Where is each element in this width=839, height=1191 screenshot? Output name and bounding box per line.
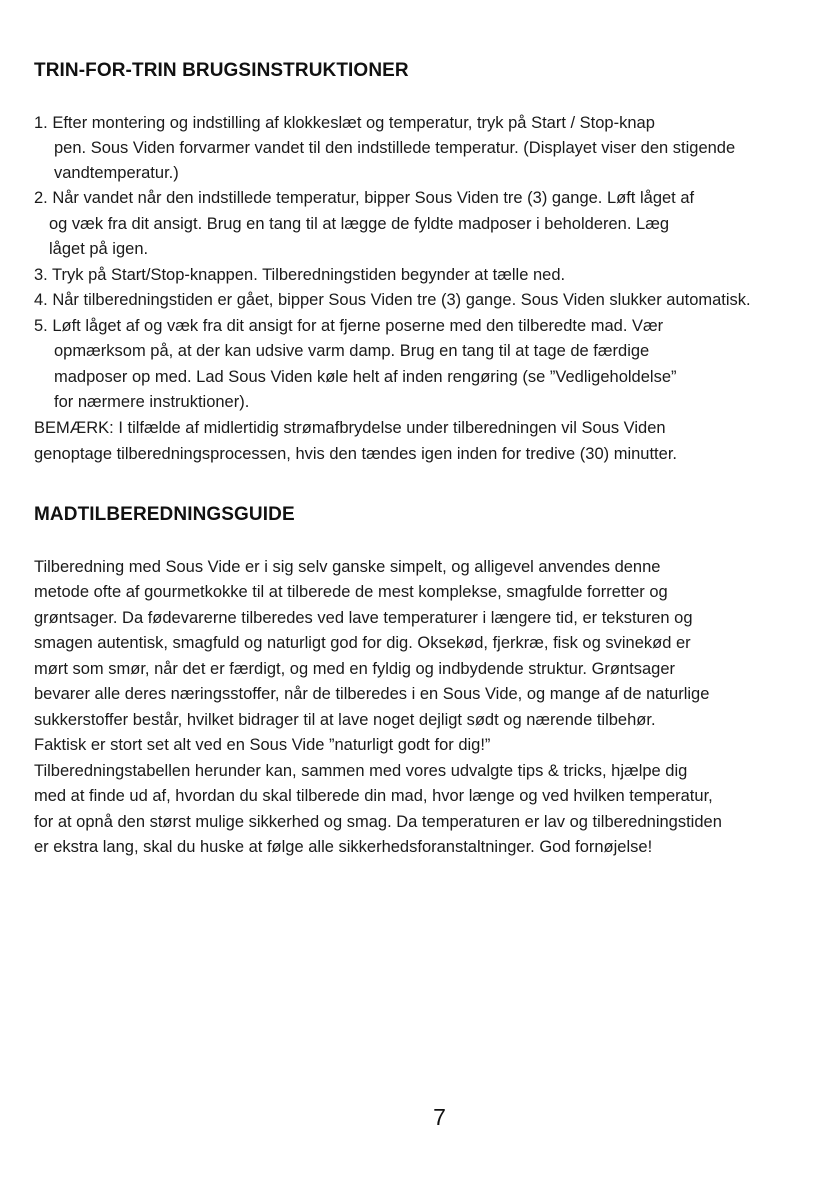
guide-line: Faktisk er stort set alt ved en Sous Vide ”naturligt godt for dig!” — [34, 736, 491, 754]
guide-line: med at finde ud af, hvordan du skal tilberede din mad, hvor længe og ved hvilken temperatur, — [34, 787, 713, 805]
step-1-line-1: 1. Efter montering og indstilling af klokkeslæt og temperatur, tryk på Start / Stop-knap — [34, 114, 655, 132]
step-1-line-3: vandtemperatur.) — [54, 164, 179, 182]
guide-line: for at opnå den størst mulige sikkerhed og smag. Da temperaturen er lav og tilberedningstiden — [34, 813, 722, 831]
step-4-line-1: 4. Når tilberedningstiden er gået, bipper Sous Viden tre (3) gange. Sous Viden slukker automatisk. — [34, 291, 751, 309]
step-2-line-2: og væk fra dit ansigt. Brug en tang til at lægge de fyldte madposer i beholderen. Læg — [49, 215, 670, 233]
note-line-2: genoptage tilberedningsprocessen, hvis den tændes igen inden for tredive (30) minutter. — [34, 445, 677, 463]
step-5-line-1: 5. Løft låget af og væk fra dit ansigt for at fjerne poserne med den tilberedte mad. Vær — [34, 317, 664, 335]
guide-line: er ekstra lang, skal du huske at følge alle sikkerhedsforanstaltninger. God fornøjelse! — [34, 838, 653, 856]
guide-line: metode ofte af gourmetkokke til at tilberede de mest komplekse, smagfulde forretter og — [34, 583, 668, 601]
guide-line: Tilberedning med Sous Vide er i sig selv ganske simpelt, og alligevel anvendes denne — [34, 558, 661, 576]
step-2-line-1: 2. Når vandet når den indstillede temperatur, bipper Sous Viden tre (3) gange. Løft låget af — [34, 189, 695, 207]
step-5-line-2: opmærksom på, at der kan udsive varm damp. Brug en tang til at tage de færdige — [54, 342, 650, 360]
guide-line: sukkerstoffer består, hvilket bidrager til at lave noget dejligt sødt og nærende tilbehør. — [34, 711, 656, 729]
step-3-line-1: 3. Tryk på Start/Stop-knappen. Tilberedningstiden begynder at tælle ned. — [34, 266, 566, 284]
step-5-line-4: for nærmere instruktioner). — [54, 393, 250, 411]
guide-line: smagen autentisk, smagfuld og naturligt god for dig. Oksekød, fjerkræ, fisk og svinekød er — [34, 634, 691, 652]
section-heading-instructions: TRIN-FOR-TRIN BRUGSINSTRUKTIONER — [34, 60, 409, 81]
page-number: 7 — [433, 1104, 446, 1130]
guide-line: mørt som smør, når det er færdigt, og med en fyldig og indbydende struktur. Grøntsager — [34, 660, 676, 678]
guide-line: grøntsager. Da fødevarerne tilberedes ved lave temperaturer i længere tid, er teksturen og — [34, 609, 693, 627]
step-5-line-3: madposer op med. Lad Sous Viden køle helt af inden rengøring (se ”Vedligeholdelse” — [54, 368, 677, 386]
guide-line: Tilberedningstabellen herunder kan, sammen med vores udvalgte tips & tricks, hjælpe dig — [34, 762, 688, 780]
step-1-line-2: pen. Sous Viden forvarmer vandet til den indstillede temperatur. (Displayet viser den stigende — [54, 139, 736, 157]
section-heading-cooking-guide: MADTILBEREDNINGSGUIDE — [34, 504, 295, 525]
note-line-1: BEMÆRK: I tilfælde af midlertidig strømafbrydelse under tilberedningen vil Sous Viden — [34, 419, 666, 437]
guide-line: bevarer alle deres næringsstoffer, når de tilberedes i en Sous Vide, og mange af de naturlige — [34, 685, 710, 703]
step-2-line-3: låget på igen. — [49, 240, 149, 258]
